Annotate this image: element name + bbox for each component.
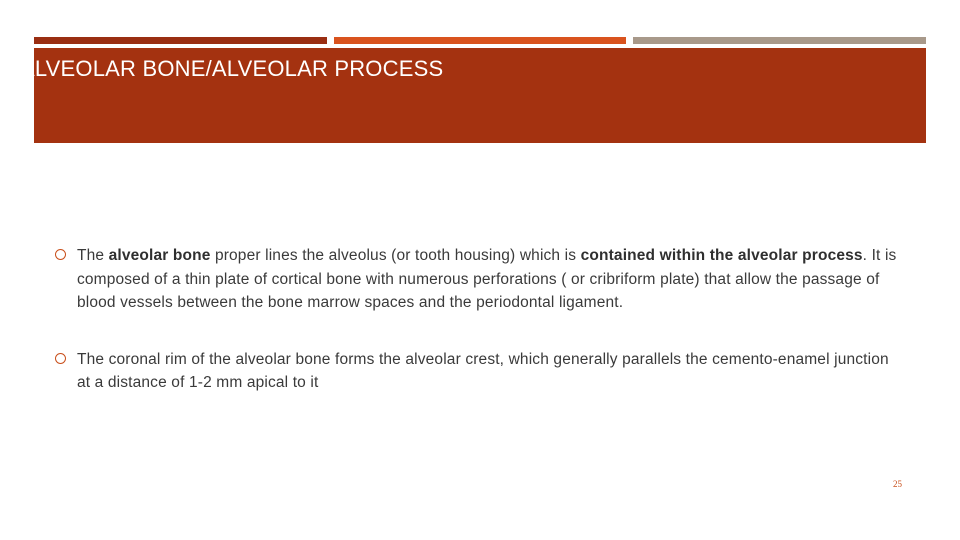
- bullet-text-bold: contained within the alveolar process: [580, 247, 863, 264]
- bullet-text-segment: The coronal rim of the alveolar bone forms the alveolar crest, which generally parallels the cemento-enamel junction at a distance of 1-2 mm apical to it: [77, 350, 889, 391]
- hollow-circle-bullet-icon: [55, 249, 66, 260]
- bullet-item: [55, 348, 905, 395]
- bullet-text-segment: proper lines the alveolus (or tooth housing) which is: [210, 247, 581, 264]
- page-number: 25: [893, 479, 902, 489]
- bullet-list: [55, 244, 905, 395]
- accent-bar-dark: [34, 37, 327, 44]
- accent-bar-taupe: [633, 37, 926, 44]
- bullet-text-bold: alveolar bone: [108, 247, 211, 264]
- bullet-item: [55, 244, 905, 315]
- bullet-text-segment: The: [77, 247, 109, 264]
- slide-title: ALVEOLAR BONE/ALVEOLAR PROCESS: [20, 56, 444, 81]
- bullet-text-segment: . It is composed of a thin plate of cortical bone with numerous perforations ( or cribriform plate) that allow the passage of blood vessels between the bone marrow spaces and the periodontal ligament.: [77, 247, 897, 311]
- hollow-circle-bullet-icon: [55, 353, 66, 364]
- accent-bar-orange: [334, 37, 626, 44]
